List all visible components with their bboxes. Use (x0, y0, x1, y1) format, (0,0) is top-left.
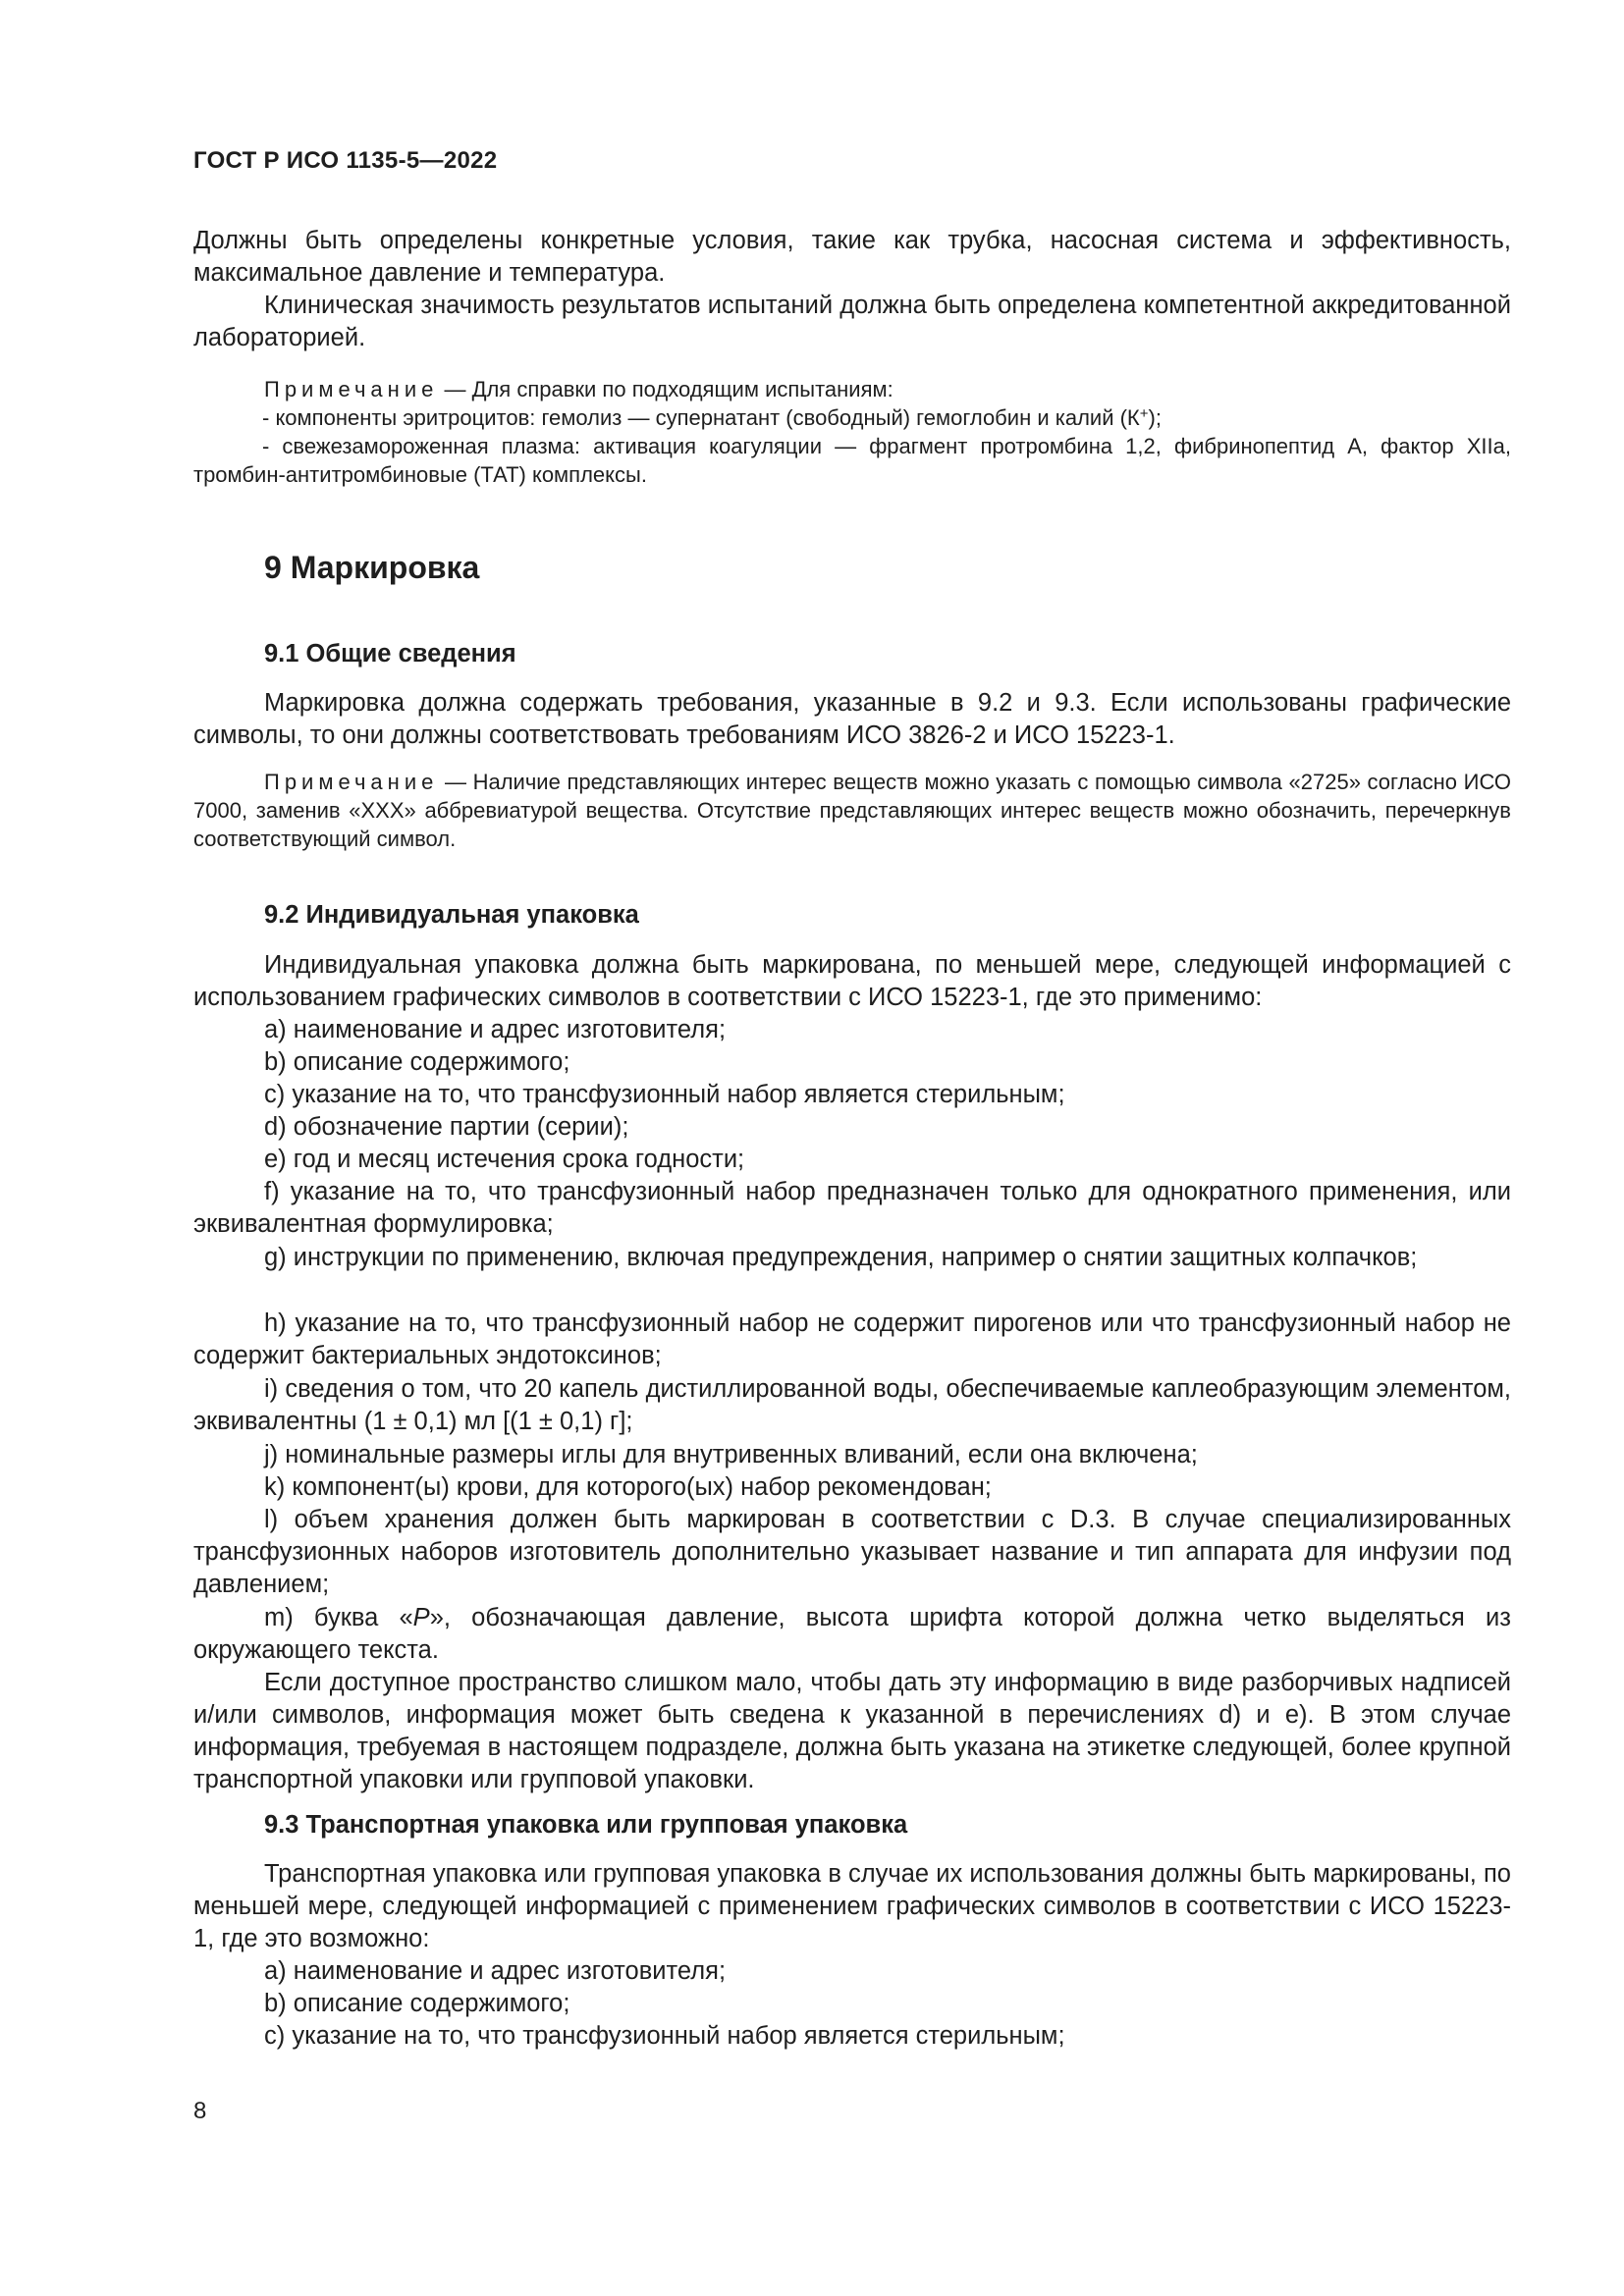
note-text: — Наличие представляющих интерес веществ можно указать с помощью символа «2725» согласно ИСО 7000, заменив «XXX» аббревиатурой вещества. Отсутствие представляющих интерес веществ можно обозначить, перечеркнув соответствующий символ. (193, 770, 1511, 851)
list-item-e: e) год и месяц истечения срока годности; (264, 1146, 745, 1173)
list-item-a: a) наименование и адрес изготовителя; (264, 1957, 727, 1985)
section-9-1-title: 9.1 Общие сведения (264, 640, 516, 667)
document-header: ГОСТ Р ИСО 1135-5—2022 (193, 147, 498, 174)
note-text: — Для справки по подходящим испытаниям: (438, 377, 893, 401)
list-item-h: h) указание на то, что трансфузионный набор не содержит пирогенов или что трансфузионный набор не содержит бактериальных эндотоксинов; (193, 1309, 1511, 1369)
note-1-item-1: - компоненты эритроцитов: гемолиз — супернатант (свободный) гемоглобин и калий (К+); (262, 405, 1162, 430)
list-item-f: f) указание на то, что трансфузионный набор предназначен только для однократного применения, или эквивалентная формулировка; (193, 1178, 1511, 1238)
list-item-a: a) наименование и адрес изготовителя; (264, 1016, 727, 1043)
list-item-b: b) описание содержимого; (264, 1990, 570, 2017)
section-9-3-title: 9.3 Транспортная упаковка или групповая упаковка (264, 1811, 908, 1839)
list-item-d: d) обозначение партии (серии); (264, 1113, 629, 1141)
section-9-2-closing: Если доступное пространство слишком мало, чтобы дать эту информацию в виде разборчивых надписей и/или символов, информация может быть сведена к указанной в перечислениях d) и e). В этом случае информация, требуемая в настоящем подразделе, должна быть указана на этикетке следующей, более крупной транспортной упаковки или групповой упаковки. (193, 1669, 1511, 1793)
note-label: Примечание (264, 770, 439, 794)
section-9-1-note (193, 768, 1511, 853)
note-1-heading (193, 375, 1511, 403)
list-item-c: c) указание на то, что трансфузионный набор является стерильным; (264, 1081, 1065, 1108)
page-number: 8 (193, 2098, 207, 2124)
list-item-l: l) объем хранения должен быть маркирован в соответствии с D.3. В случае специализированных трансфузионных наборов изготовитель дополнительно указывает название и тип аппарата для инфузии под давлением; (193, 1506, 1511, 1598)
section-9-1-paragraph: Маркировка должна содержать требования, указанные в 9.2 и 9.3. Если использованы графические символы, то они должны соответствовать требованиям ИСО 3826-2 и ИСО 15223-1. (193, 689, 1511, 749)
list-item-j: j) номинальные размеры иглы для внутривенных вливаний, если она включена; (264, 1441, 1198, 1468)
note-1-item-2: - свежезамороженная плазма: активация коагуляции — фрагмент протромбина 1,2, фибринопептид А, фактор XIIa, тромбин-антитромбиновые (ТАТ) комплексы. (193, 434, 1511, 487)
section-9-2-intro: Индивидуальная упаковка должна быть маркирована, по меньшей мере, следующей информацией с использованием графических символов в соответствии с ИСО 15223-1, где это применимо: (193, 951, 1511, 1011)
list-item-i: i) сведения о том, что 20 капель дистиллированной воды, обеспечиваемые каплеобразующим элементом, эквивалентны (1 ± 0,1) мл [(1 ± 0,1) г]; (193, 1375, 1511, 1435)
list-item-b: b) описание содержимого; (264, 1048, 570, 1076)
section-9-title: 9 Маркировка (264, 550, 480, 585)
list-item-k: k) компонент(ы) крови, для которого(ых) набор рекомендован; (264, 1473, 992, 1501)
list-item-g: g) инструкции по применению, включая предупреждения, например о снятии защитных колпачков; (264, 1244, 1418, 1271)
intro-paragraph-1: Должны быть определены конкретные условия, такие как трубка, насосная система и эффективность, максимальное давление и температура. (193, 227, 1511, 287)
section-9-2-title: 9.2 Индивидуальная упаковка (264, 901, 639, 929)
section-9-3-intro: Транспортная упаковка или групповая упаковка в случае их использования должны быть маркированы, по меньшей мере, следующей информацией с применением графических символов в соответствии с ИСО 15223-1, где это возможно: (193, 1860, 1511, 1952)
list-item-c: c) указание на то, что трансфузионный набор является стерильным; (264, 2022, 1065, 2050)
list-item-m: m) буква «P», обозначающая давление, высота шрифта которой должна четко выделяться из окружающего текста. (193, 1604, 1511, 1664)
note-label: Примечание (264, 377, 439, 401)
intro-paragraph-2: Клиническая значимость результатов испытаний должна быть определена компетентной аккредитованной лабораторией. (193, 292, 1511, 351)
